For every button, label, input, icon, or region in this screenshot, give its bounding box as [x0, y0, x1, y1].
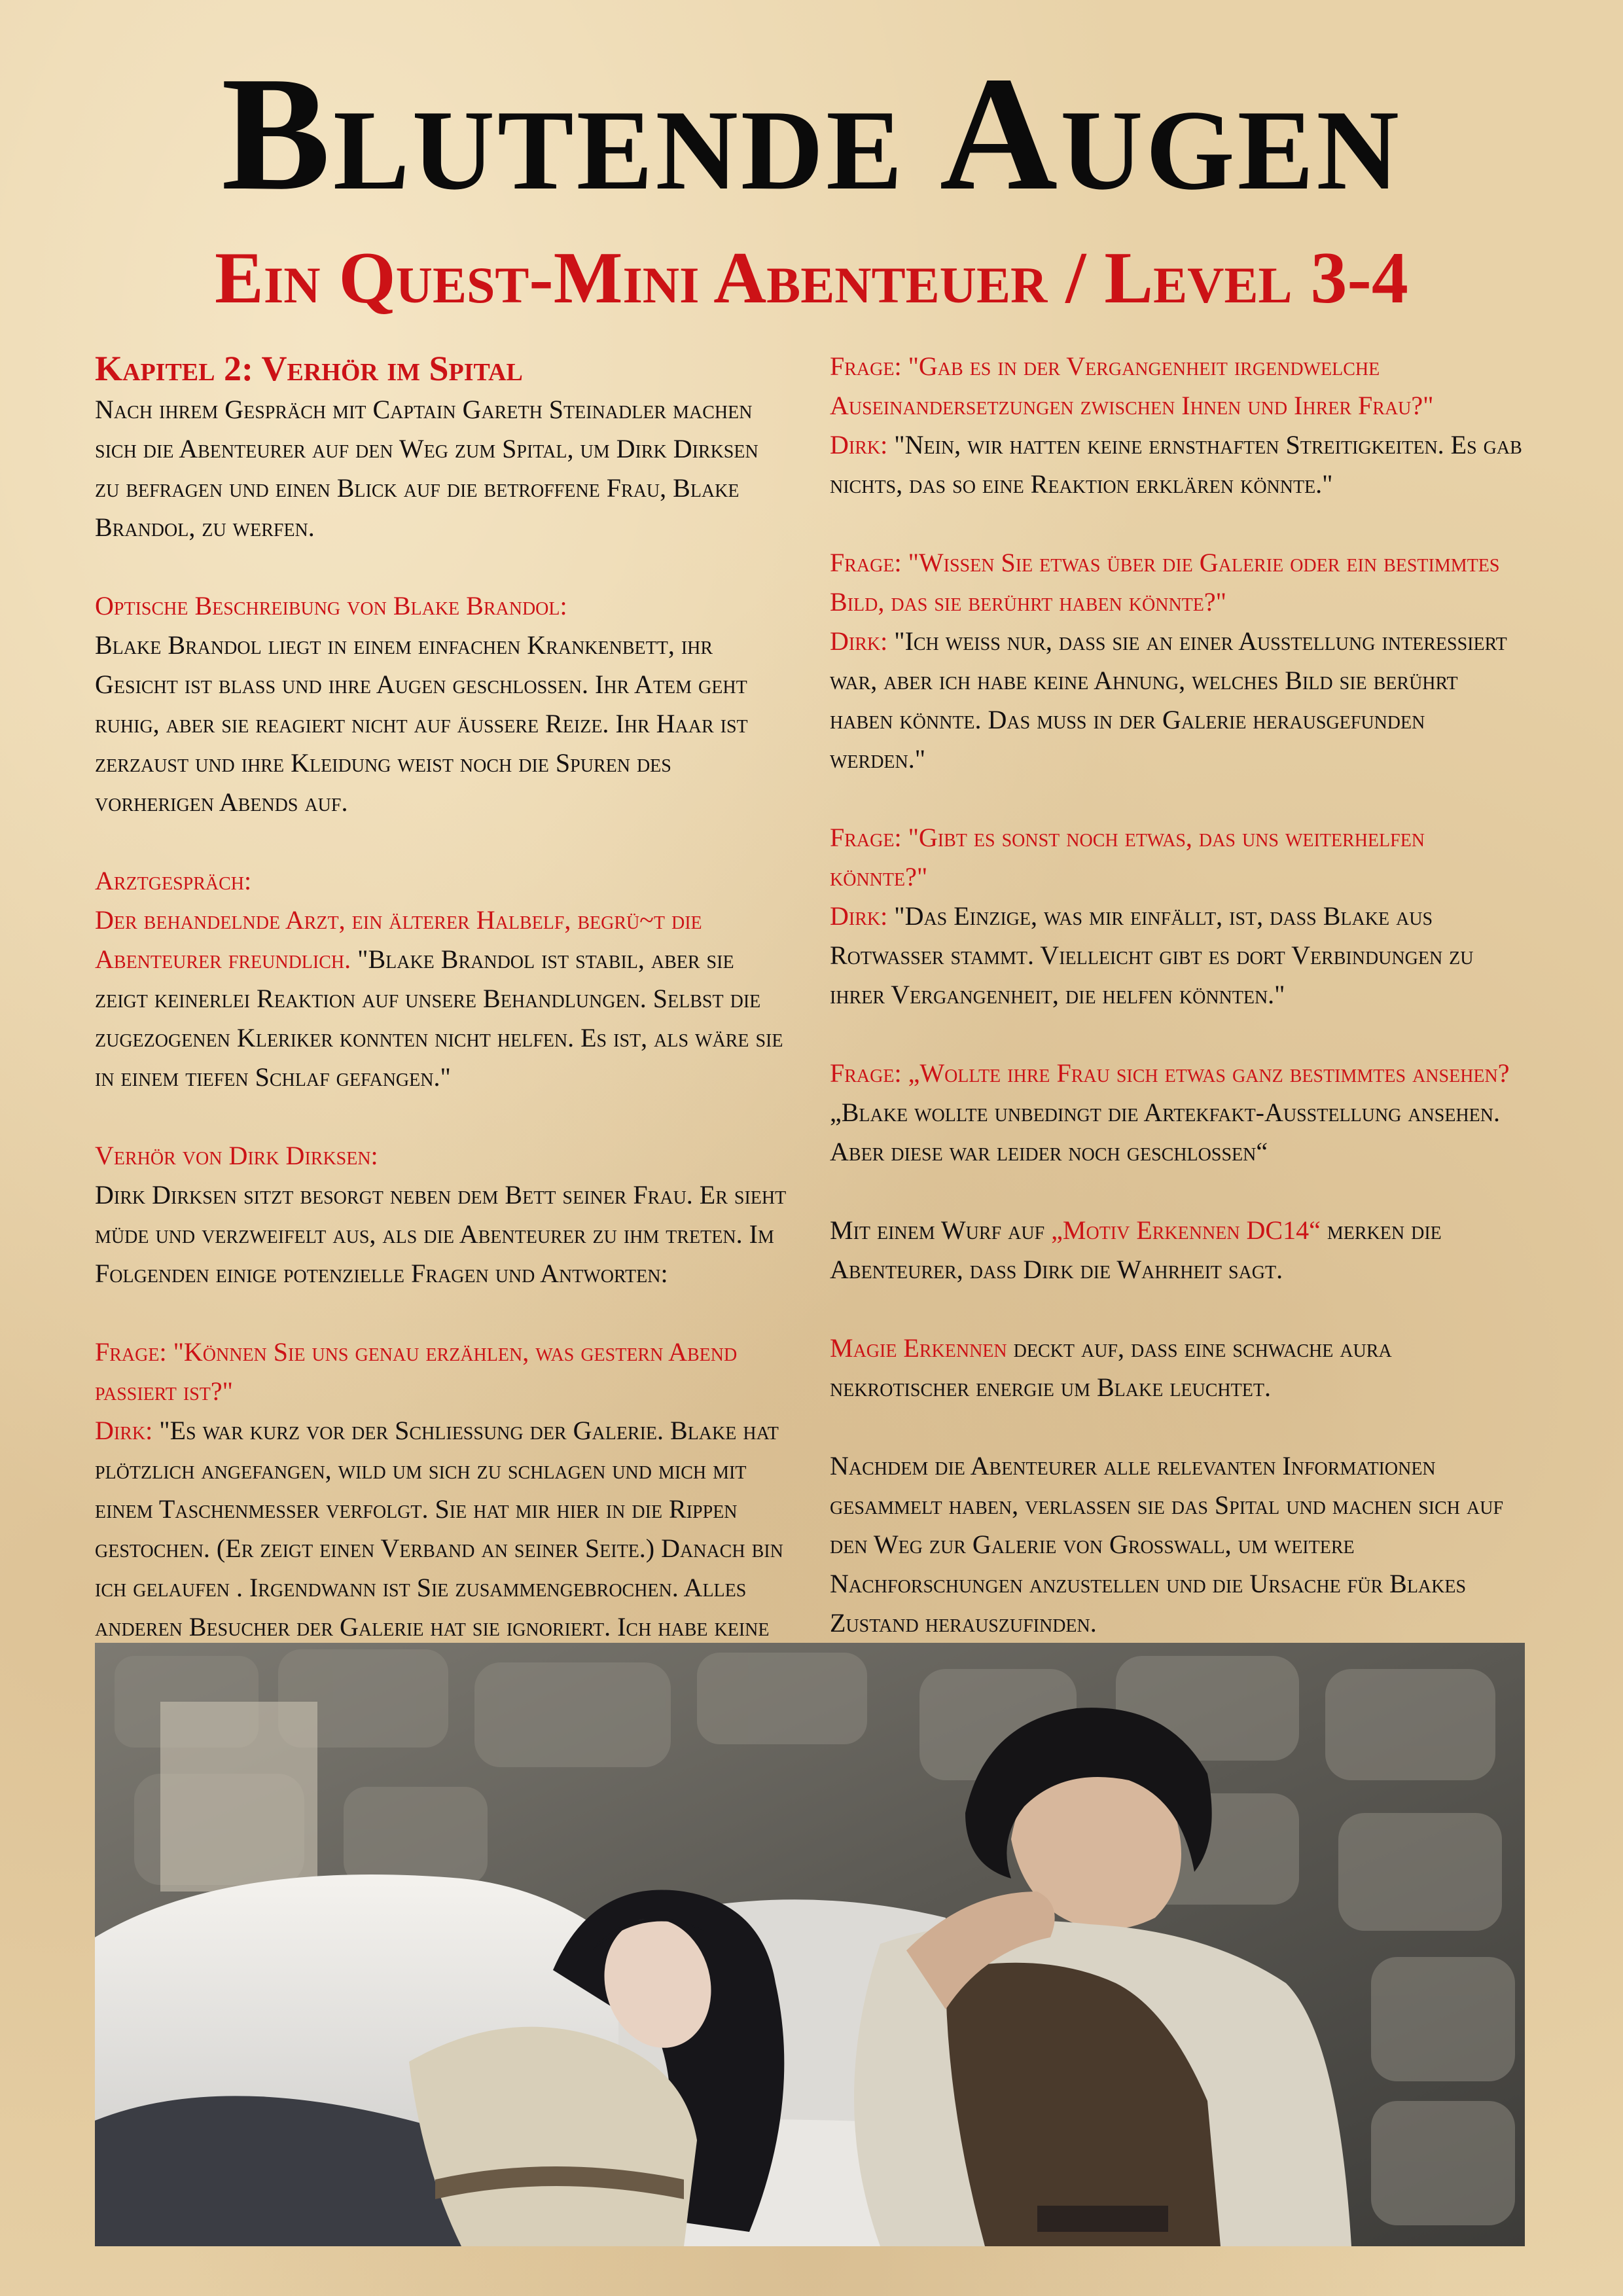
optic-section — [95, 586, 789, 822]
qa-block-3 — [830, 543, 1524, 779]
intro-paragraph: Nach ihrem Gespräch mit Captain Gareth Steinadler machen sich die Abenteurer auf den Weg zum Spital, um Dirk Dirksen zu befragen und einen Blick auf die betroffene Frau, Blake Brandol, zu werfen. — [95, 395, 758, 542]
page-title: Blutende Augen — [221, 43, 1402, 224]
interrogation-text: Dirk Dirksen sitzt besorgt neben dem Bett seiner Frau. Er sieht müde und verzweifelt aus, als die Abenteurer zu ihm treten. Im Folgenden einige potenzielle Fragen und Antworten: — [95, 1180, 787, 1288]
optic-text: Blake Brandol liegt in einem einfachen Krankenbett, ihr Gesicht ist blass und ihre Augen geschlossen. Ihr Atem geht ruhig, aber sie reagiert nicht auf äussere Reize. Ihr Haar ist zerzaust und ihre Kleidung weist noch die Spuren des vorherigen Abends auf. — [95, 630, 748, 817]
answer-5: „Blake wollte unbedingt die Artekfakt-Ausstellung ansehen. Aber diese war leider noch geschlossen“ — [830, 1098, 1500, 1166]
qa-block-2 — [830, 347, 1524, 504]
answer-1: "Es war kurz vor der Schliessung der Galerie. Blake hat plötzlich angefangen, wild um sich zu schlagen und mich mit einem Taschenmesser verfolgt. Sie hat mir hier in die Rippen gestochen. (Er zeigt einen Verband an seiner Seite.) Danach bin ich gelaufen . Irgendwann ist Sie zusammengebrochen. Alles anderen Besucher der Galerie hat sie ignoriert. Ich habe keine — [95, 1416, 783, 1641]
skill-check-paragraph — [830, 1211, 1524, 1289]
qa-block-5 — [830, 1054, 1524, 1172]
doctor-section — [95, 861, 789, 1097]
answer-4-label: Dirk: — [830, 901, 888, 931]
man-belt — [1037, 2206, 1168, 2232]
answer-3: "Ich weiss nur, dass sie an einer Ausstellung interessiert war, aber ich habe keine Ahnung, welches Bild sie berührt haben könnte. Das muss in der Galerie herausgefunden werden." — [830, 626, 1507, 774]
left-column — [95, 347, 789, 1686]
answer-2: "Nein, wir hatten keine ernsthaften Streitigkeiten. Es gab nichts, das so eine Reaktion erklären könnte." — [830, 430, 1522, 499]
wall-light-patch — [160, 1702, 317, 1892]
doctor-heading: Arztgespräch: — [95, 866, 252, 895]
roll-pre: Mit einem Wurf auf — [830, 1215, 1052, 1245]
question-4: Frage: "Gibt es sonst noch etwas, das uns weiterhelfen könnte?" — [830, 823, 1425, 891]
illustration-drawing — [95, 1643, 1525, 2246]
doctor-quote: "Blake Brandol ist stabil, aber sie zeigt keinerlei Reaktion auf unsere Behandlungen. Selbst die zugezogenen Kleriker konnten nicht helfen. Es ist, als wäre sie in einem tiefen Schlaf gefangen." — [95, 944, 783, 1092]
magic-paragraph — [830, 1329, 1524, 1407]
question-3: Frage: "Wissen Sie etwas über die Galerie oder ein bestimmtes Bild, das sie berührt haben könnte?" — [830, 548, 1500, 617]
interrogation-heading: Verhör von Dirk Dirksen: — [95, 1141, 378, 1170]
magic-post: deckt auf, dass eine schwache aura nekrotischer energie um Blake leuchtet. — [830, 1333, 1392, 1402]
chapter-heading: Kapitel 2: Verhör im Spital — [95, 349, 523, 388]
question-2: Frage: "Gab es in der Vergangenheit irgendwelche Auseinandersetzungen zwischen Ihnen und Ihrer Frau?" — [830, 351, 1434, 420]
interrogation-section — [95, 1136, 789, 1293]
answer-3-label: Dirk: — [830, 626, 888, 656]
doctor-lead: Der behandelnde Arzt, ein älterer Halbelf, begrü~t die Abenteurer freundlich. — [95, 905, 702, 974]
answer-1-label: Dirk: — [95, 1416, 153, 1445]
hospital-illustration — [95, 1643, 1525, 2246]
closing-paragraph: Nachdem die Abenteurer alle relevanten Informationen gesammelt haben, verlassen sie das Spital und machen sich auf den Weg zur Galerie von Grosswall, um weitere Nachforschungen anzustellen und die Ursache für Blakes Zustand herauszufinden. — [830, 1451, 1504, 1638]
optic-heading: Optische Beschreibung von Blake Brandol: — [95, 591, 567, 620]
answer-2-label: Dirk: — [830, 430, 888, 459]
qa-block-1 — [95, 1333, 789, 1686]
qa-block-4 — [830, 818, 1524, 1014]
roll-post: merken die Abenteurer, dass Dirk die Wahrheit sagt. — [830, 1215, 1442, 1284]
question-5: Frage: „Wollte ihre Frau sich etwas ganz bestimmtes ansehen? — [830, 1058, 1510, 1088]
answer-4: "Das Einzige, was mir einfällt, ist, dass Blake aus Rotwasser stammt. Vielleicht gibt es dort Verbindungen zu ihrer Vergangenheit, die helfen könnten." — [830, 901, 1474, 1009]
question-1: Frage: "Können Sie uns genau erzählen, was gestern Abend passiert ist?" — [95, 1337, 738, 1406]
magic-skill: Magie Erkennen — [830, 1333, 1007, 1363]
roll-skill: „Motiv Erkennen DC14“ — [1051, 1215, 1321, 1245]
page-subtitle: Ein Quest-Mini Abenteuer / Level 3-4 — [215, 238, 1408, 319]
right-column — [830, 347, 1524, 1643]
